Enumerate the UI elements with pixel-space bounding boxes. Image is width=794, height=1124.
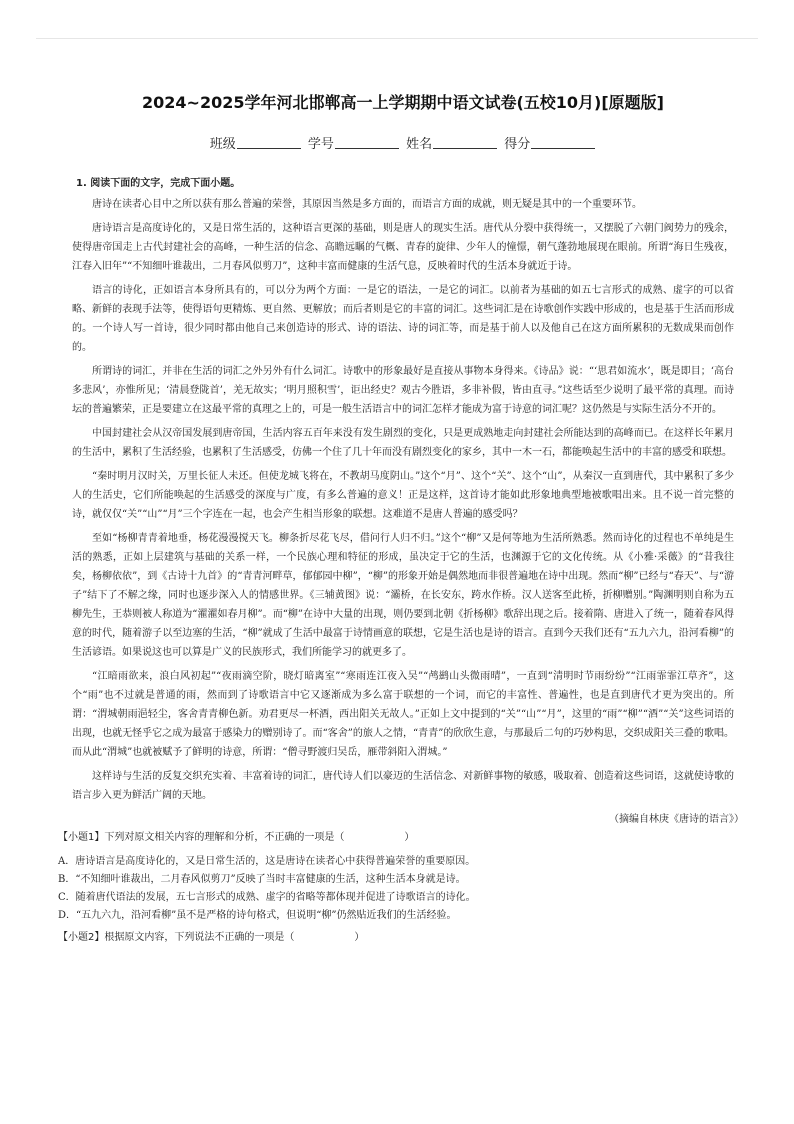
option-d: D．“五九六九，沿河看柳”虽不是严格的诗句格式，但说明“柳”仍然贴近我们的生活经验。 xyxy=(58,910,457,921)
class-blank[interactable] xyxy=(237,136,301,149)
passage-paragraph: 这样诗与生活的反复交织充实着、丰富着诗的词汇，唐代诗人们以豪迈的生活信念、对新鲜事物的敏感，吸取着、创造着这些词语，这就使诗歌的语言步入更为鲜活广阔的天地。 xyxy=(72,771,734,801)
subquestion-1-label: 【小题1】下列对原文相关内容的理解和分析，不正确的一项是（ xyxy=(58,832,345,843)
subquestion-2 xyxy=(58,929,734,947)
subquestion-1-close: ） xyxy=(404,832,415,843)
option-c: C．随着唐代语法的发展，五七言形式的成熟、虚字的省略等都体现并促进了诗歌语言的诗化。 xyxy=(58,892,476,903)
name-blank[interactable] xyxy=(433,136,497,149)
subquestion-2-close: ） xyxy=(354,932,365,943)
passage-source: （摘编自林庚《唐诗的语言》） xyxy=(609,814,744,825)
exam-page xyxy=(58,90,744,953)
subquestion-2-label: 【小题2】根据原文内容，下列说法不正确的一项是（ xyxy=(58,932,295,943)
passage-paragraph: 语言的诗化，正如语言本身所具有的，可以分为两个方面：一是它的语法，一是它的词汇。以前者为基础的如五七言形式的成熟、虚字的可以省略、新鲜的表现手法等，使得语句更精炼、更自然、更解放；而后者则是它的丰富的词汇。这些词汇是在诗歌创作实践中形成的，也是基于生活而形成的。一个诗人写一首诗，很少同时都由他自己来创造诗的形式、诗的语法、诗的词汇等，而是基于前人以及他自己在这方面所累积的无数成果而创作的。 xyxy=(72,285,734,353)
passage-paragraph: “江暗雨欲来，浪白风初起”“夜雨滴空阶，晓灯暗离室”“寒雨连江夜入吴”“鸬鹚山头微雨晴”，一直到“清明时节雨纷纷”“江雨霏霏江草齐”，这个“雨”也不过就是普通的雨，然而到了诗歌语言中它又逐渐成为多么富于联想的一个词，而它的丰富性、普遍性，也是直到唐代才更为突出的。所谓：“渭城朝雨浥轻尘，客舍青青柳色新。劝君更尽一杯酒，西出阳关无故人。”正如上文中提到的“关”“山”“月”，这里的“雨”“柳”“酒”“关”这些词语的出现，也就无怪乎它之成为最富于感染力的赠别诗了。而“客舍”的旅人之情，“青青”的欣欣生意，与那最后二句的巧妙构思，交织成阳关三叠的歌唱。而从此“渭城”也就被赋予了鲜明的诗意，所谓：“僧寻野渡归吴岳，雁带斜阳入渭城。” xyxy=(72,671,734,758)
id-blank[interactable] xyxy=(335,136,399,149)
passage-paragraph: 中国封建社会从汉帝国发展到唐帝国，生活内容五百年来没有发生剧烈的变化，只是更成熟地走向封建社会所能达到的高峰而已。在这样长年累月的生活中，累积了生活经验，也累积了生活感受，仿佛一个住了几十年而没有剧烈变化的家乡，其中一木一石，都能唤起生活中的丰富的感受和联想。 xyxy=(72,428,734,458)
passage-paragraph: 所谓诗的词汇，并非在生活的词汇之外另外有什么词汇。诗歌中的形象最好是直接从事物本身得来。《诗品》说：“‘思君如流水’，既是即目；‘高台多悲风’，亦惟所见；‘清晨登陇首’，羌无故实；‘明月照积雪’，讵出经史？观古今胜语，多非补假，皆由直寻。”这些话至少说明了最平常的真理。而诗坛的普遍繁荣，正是要建立在这最平常的真理之上的，可是一般生活语言中的词汇怎样才能成为富于诗意的词汇呢？这仍然是与实际生活分不开的。 xyxy=(72,366,734,415)
option-a: A．唐诗语言是高度诗化的，又是日常生活的，这是唐诗在读者心中获得普遍荣誉的重要原因。 xyxy=(58,856,476,867)
question-heading: 1. 阅读下面的文字，完成下面小题。 xyxy=(76,178,241,189)
option-b: B．“不知细叶谁裁出，二月春风似剪刀”反映了当时丰富健康的生活，这种生活本身就是诗。 xyxy=(58,874,466,885)
score-label: 得分 xyxy=(504,137,531,152)
class-label: 班级 xyxy=(209,137,236,152)
passage-paragraph: 唐诗语言是高度诗化的，又是日常生活的，这种语言更深的基础，则是唐人的现实生活。唐代从分裂中获得统一，又摆脱了六朝门阀势力的残余，使得唐帝国走上古代封建社会的高峰，一种生活的信念、高瞻远瞩的气概、青春的旋律、少年人的憧憬，朝气蓬勃地展现在眼前。所谓“海日生残夜，江春入旧年”“不知细叶谁裁出，二月春风似剪刀”，这种丰富而健康的生活气息，反映着时代的生活本身就近于诗。 xyxy=(72,223,734,272)
student-info-line xyxy=(72,133,734,152)
exam-title: 2024~2025学年河北邯郸高一上学期期中语文试卷(五校10月)[原题版] xyxy=(142,93,664,112)
top-rule xyxy=(36,38,758,39)
passage-paragraph: 唐诗在读者心目中之所以获有那么普遍的荣誉，其原因当然是多方面的，而语言方面的成就，则无疑是其中的一个重要环节。 xyxy=(92,199,642,210)
passage-paragraph: 至如“杨柳青青着地垂，杨花漫漫搅天飞。柳条折尽花飞尽，借问行人归不归。”这个“柳”又是何等地为生活所熟悉。然而诗化的过程也不单纯是生活的熟悉，正如上层建筑与基础的关系一样，一个民族心理和特征的形成，虽决定于它的生活，也渊源于它的文化传统。从《小雅·采薇》的“昔我往矣，杨柳依依”，到《古诗十九首》的“青青河畔草，郁郁园中柳”，“柳”的形象开始是偶然地而非很普遍地在诗中出现。然而“柳”已经与“春天”、与“游子”结下了不解之缘，同时也逐步深入人的情感世界。《三辅黄图》说：“灞桥，在长安东，跨水作桥。汉人送客至此桥，折柳赠别。”陶渊明则自称为五柳先生，王恭则被人称道为“濯濯如春月柳”。而“柳”在诗中大量的出现，则仍要到北朝《折杨柳》歌辞出现之后。接着隋、唐进入了统一，随着春风得意的时代，随着游子以至边塞的生活，“柳”就成了生活中最富于诗情画意的联想，它是生活也是诗的语言。直到今天我们还有“五九六九，沿河看柳”的生活谚语。如果说这也可以算是广义的民族形式，我们所能学习的就更多了。 xyxy=(72,533,734,658)
passage-paragraph: “秦时明月汉时关，万里长征人未还。但使龙城飞将在，不教胡马度阴山。”这个“月”、这个“关”、这个“山”，从秦汉一直到唐代，其中累积了多少人的生活史，它们所能唤起的生活感受的深度与广度，有多么普遍的意义！正是这样，这首诗才能如此形象地典型地被歌唱出来。且不说一首完整的诗，就仅仅“关”“山”“月”三个字连在一起，也会产生相当形象的联想。这难道不是唐人普遍的感受吗？ xyxy=(72,471,734,520)
name-label: 姓名 xyxy=(406,137,433,152)
subquestion-1 xyxy=(58,829,734,847)
id-label: 学号 xyxy=(307,137,334,152)
score-blank[interactable] xyxy=(531,136,595,149)
